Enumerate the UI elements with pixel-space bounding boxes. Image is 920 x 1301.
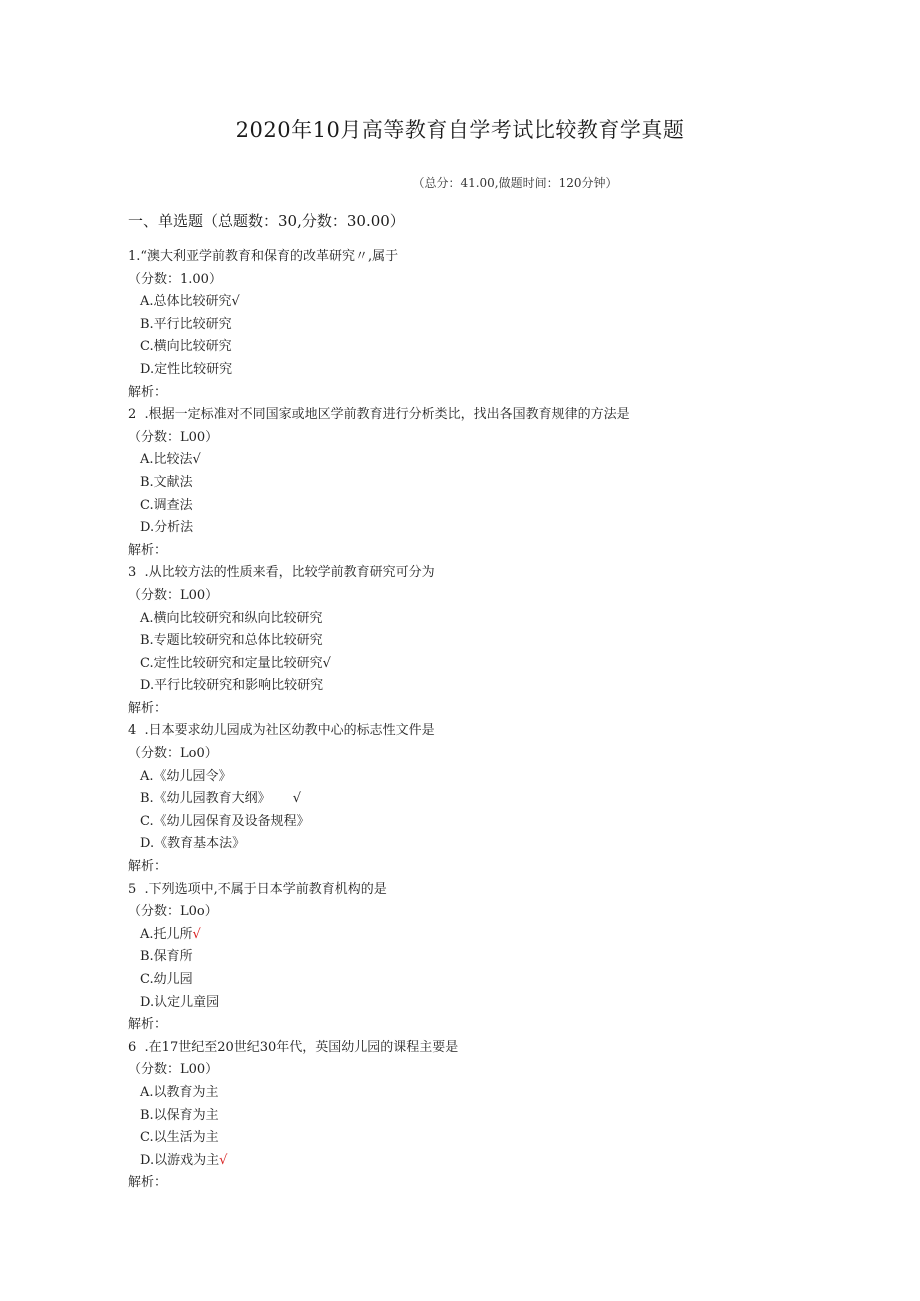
answer-option	[128, 833, 748, 856]
answer-option	[128, 811, 748, 834]
answer-option	[128, 1127, 748, 1150]
correct-check-icon: √	[292, 791, 301, 807]
option-text: D.以游戏为主	[140, 1152, 220, 1168]
answer-option	[128, 291, 748, 314]
analysis-label: 解析：	[128, 1017, 168, 1033]
question-stem: 6 .在17世纪至20世纪30年代，英国幼儿园的课程主要是	[128, 1039, 459, 1055]
question-score: （分数：L00）	[128, 587, 219, 603]
question-block	[128, 720, 748, 878]
correct-check-icon: √	[231, 294, 240, 310]
option-text: B.《幼儿园教育大纲》	[140, 791, 271, 807]
option-text: C.幼儿园	[140, 972, 193, 987]
exam-meta: （总分：41.00,做题时间：120分钟）	[412, 176, 618, 190]
answer-option	[128, 517, 748, 540]
answer-option	[128, 472, 748, 495]
option-text: C.定性比较研究和定量比较研究	[140, 655, 323, 671]
correct-check-icon: √	[219, 1152, 228, 1168]
answer-option	[128, 314, 748, 337]
question-score: （分数：Lo0）	[128, 746, 218, 762]
option-text: C.调查法	[140, 497, 193, 513]
answer-option	[128, 608, 748, 631]
question-stem: 3 .从比较方法的性质来看，比较学前教育研究可分为	[128, 565, 435, 581]
answer-option	[128, 675, 748, 698]
analysis-label: 解析：	[128, 542, 168, 558]
question-score: （分数：L00）	[128, 1062, 219, 1078]
answer-option	[128, 788, 748, 811]
question-stem: 5 .下列选项中,不属于日本学前教育机构的是	[128, 881, 387, 897]
option-text: A.《幼儿园令》	[140, 768, 232, 784]
answer-option	[128, 969, 748, 992]
analysis-label: 解析：	[128, 859, 168, 875]
question-block	[128, 1037, 748, 1195]
exam-title: 2020年10月高等教育自学考试比较教育学真题	[235, 118, 685, 142]
option-text: D.平行比较研究和影响比较研究	[140, 678, 324, 694]
option-text: D.定性比较研究	[140, 361, 233, 377]
option-text: C.以生活为主	[140, 1130, 219, 1146]
correct-check-icon: √	[322, 655, 331, 671]
analysis-label: 解析：	[128, 384, 168, 400]
option-text: B.保育所	[140, 949, 193, 965]
question-block	[128, 562, 748, 720]
answer-option	[128, 336, 748, 359]
option-text: C.横向比较研究	[140, 339, 232, 355]
answer-option	[128, 946, 748, 969]
option-text: B.专题比较研究和总体比较研究	[140, 633, 323, 649]
option-text: B.文献法	[140, 474, 193, 490]
option-text: A.横向比较研究和纵向比较研究	[140, 610, 323, 626]
answer-option	[128, 1105, 748, 1128]
option-text: A.比较法	[140, 452, 193, 468]
answer-option	[128, 359, 748, 382]
question-list	[128, 246, 748, 1195]
question-stem: 4 .日本要求幼儿园成为社区幼教中心的标志性文件是	[128, 723, 435, 739]
answer-option	[128, 630, 748, 653]
question-score: （分数：L00）	[128, 429, 219, 445]
answer-option	[128, 495, 748, 518]
option-text: D.分析法	[140, 520, 194, 536]
answer-option	[128, 1082, 748, 1105]
correct-check-icon: √	[192, 452, 201, 468]
answer-option	[128, 924, 748, 947]
answer-option	[128, 653, 748, 676]
analysis-label: 解析：	[128, 1175, 168, 1191]
section-heading: 一、单选题（总题数：30,分数：30.00）	[128, 212, 405, 230]
option-text: A.以教育为主	[140, 1084, 219, 1100]
option-text: D.认定儿童园	[140, 994, 220, 1010]
option-text: B.平行比较研究	[140, 316, 232, 332]
question-stem: 1.“澳大利亚学前教育和保育的改革研究〃,属于	[128, 249, 399, 264]
question-block	[128, 404, 748, 562]
question-stem: 2 .根据一定标准对不同国家或地区学前教育进行分析类比，找出各国教育规律的方法是	[128, 407, 630, 423]
answer-option	[128, 449, 748, 472]
option-text: A.托儿所	[140, 926, 193, 942]
question-block	[128, 246, 748, 404]
answer-option	[128, 766, 748, 789]
option-text: B.以保育为主	[140, 1107, 219, 1123]
option-text: A.总体比较研究	[140, 294, 232, 310]
option-text: C.《幼儿园保育及设备规程》	[140, 813, 310, 829]
option-text: D.《教育基本法》	[140, 836, 246, 852]
answer-option	[128, 992, 748, 1015]
question-score: （分数：1.00）	[128, 271, 222, 287]
analysis-label: 解析：	[128, 700, 168, 716]
question-block	[128, 879, 748, 1037]
correct-check-icon: √	[192, 926, 201, 942]
question-score: （分数：L0o）	[128, 904, 218, 920]
answer-option	[128, 1150, 748, 1173]
